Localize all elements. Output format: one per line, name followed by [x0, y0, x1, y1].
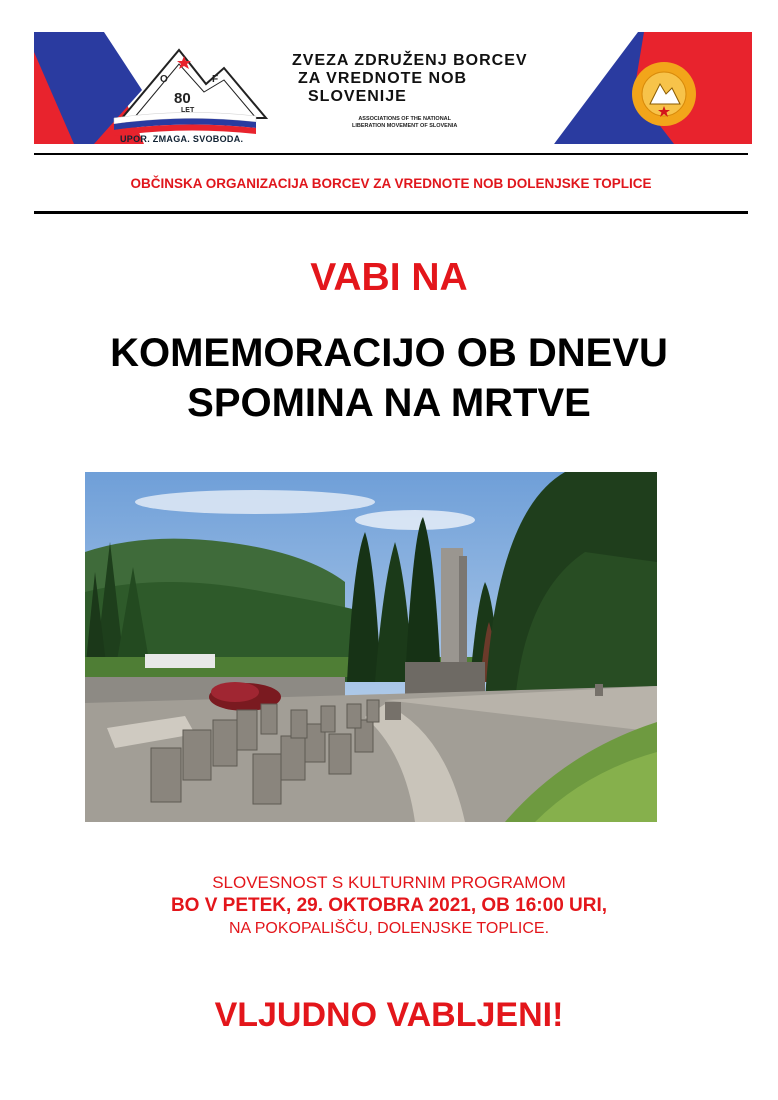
motto: UPOR. ZMAGA. SVOBODA. [120, 134, 244, 144]
memorial-photo [85, 472, 657, 822]
org-title-line3: SLOVENIJE [308, 88, 407, 105]
header-banner [34, 32, 752, 144]
details-line1: SLOVESNOST S KULTURNIM PROGRAMOM [212, 873, 566, 892]
local-organization: OBČINSKA ORGANIZACIJA BORCEV ZA VREDNOTE NOB DOLENJSKE TOPLICE [130, 176, 652, 191]
org-subtitle-en [352, 116, 457, 130]
details-line3: NA POKOPALIŠČU, DOLENJSKE TOPLICE. [228, 920, 550, 937]
invite-heading: VABI NA [310, 256, 468, 299]
org-title [292, 52, 528, 106]
anniversary-number: 80 [174, 90, 191, 107]
org-title-line1: ZVEZA ZDRUŽENJ BORCEV [292, 52, 528, 69]
event-details [0, 872, 778, 940]
org-subtitle-en-line1: ASSOCIATIONS OF THE NATIONAL [358, 116, 451, 122]
event-title-line1: KOMEMORACIJO OB DNEVU [110, 331, 668, 375]
details-line2: BO V PETEK, 29. OKTOBRA 2021, OB 16:00 URI, [170, 895, 608, 916]
closing-greeting: VLJUDNO VABLJENI! [214, 996, 564, 1034]
org-title-line2: ZA VREDNOTE NOB [298, 70, 468, 87]
event-title [0, 328, 778, 428]
logo-letter-o: O [160, 74, 168, 85]
bottom-divider [34, 211, 748, 214]
memorial-photo-illustration [85, 472, 657, 822]
logo-letter-f: F [212, 74, 219, 85]
top-divider [34, 153, 748, 155]
org-subtitle-en-line2: LIBERATION MOVEMENT OF SLOVENIA [352, 123, 458, 129]
anniversary-unit: LET [181, 107, 195, 114]
event-title-line2: SPOMINA NA MRTVE [187, 381, 591, 425]
